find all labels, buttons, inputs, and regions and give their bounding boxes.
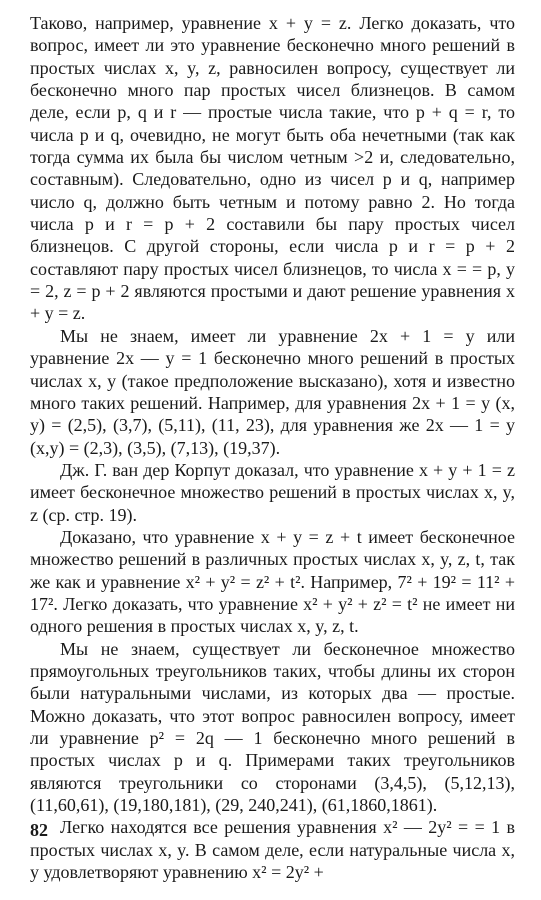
paragraph-four-primes: Доказано, что уравнение x + y = z + t имеет бесконечное множество решений в различных простых числах x, y, z, t, так же как и уравнение x² + y² = z² + t². Например, 7² + 19² = 11² + 17². Легко доказать, что уравнение x² + y² + z² = t² не имеет ни одного решения в простых числах x, y, z, t. xyxy=(30,526,515,637)
paragraph-van-der-corput: Дж. Г. ван дер Корпут доказал, что уравнение x + y + 1 = z имеет бесконечное множество решений в простых числах x, y, z (ср. стр. 19). xyxy=(30,459,515,525)
paragraph-linear-equations: Мы не знаем, имеет ли уравнение 2x + 1 = y или уравнение 2x — y = 1 бесконечно много решений в простых числах x, y (такое предположение высказано), хотя и известно много таких решений. Например, для уравнения 2x + 1 = y (x, y) = (2,5), (3,7), (5,11), (11, 23), для уравнения же 2x — 1 = y (x,y) = (2,3), (3,5), (7,13), (19,37). xyxy=(30,325,515,458)
paragraph-twin-primes: Таково, например, уравнение x + y = z. Легко доказать, что вопрос, имеет ли это уравнение бесконечно много решений в простых числах x, y, z, равносилен вопросу, существует ли бесконечно много пар простых чисел близнецов. В самом деле, если p, q и r — простые числа такие, что p + q = r, то числа p и q, очевидно, не могут быть оба нечетными (так как тогда сумма их была бы числом четным >2 и, следовательно, составным). Следовательно, одно из чисел p и q, например число q, должно быть четным и потому равно 2. Но тогда числа p и r = p + 2 составили бы пару простых чисел близнецов. С другой стороны, если числа p и r = p + 2 составляют пару простых чисел близнецов, то числа x = = p, y = 2, z = p + 2 являются простыми и дают решение уравнения x + y = z. xyxy=(30,13,515,324)
paragraph-pell-equation: Легко находятся все решения уравнения x² — 2y² = = 1 в простых числах x, y. В самом деле, если натуральные числа x, y удовлетворяют уравнению x² = 2y² + xyxy=(30,817,515,883)
paragraph-right-triangles: Мы не знаем, существует ли бесконечное множество прямоугольных треугольников таких, чтобы длины их сторон были натуральными числами, из которых два — простые. Можно доказать, что этот вопрос равносилен вопросу, имеет ли уравнение p² = 2q — 1 бесконечно много решений в простых числах p и q. Примерами таких треугольников являются треугольники со сторонами (3,4,5), (5,12,13), (11,60,61), (19,180,181), (29, 240,241), (61,1860,1861). xyxy=(30,638,515,816)
page-number: 82 xyxy=(30,820,48,840)
